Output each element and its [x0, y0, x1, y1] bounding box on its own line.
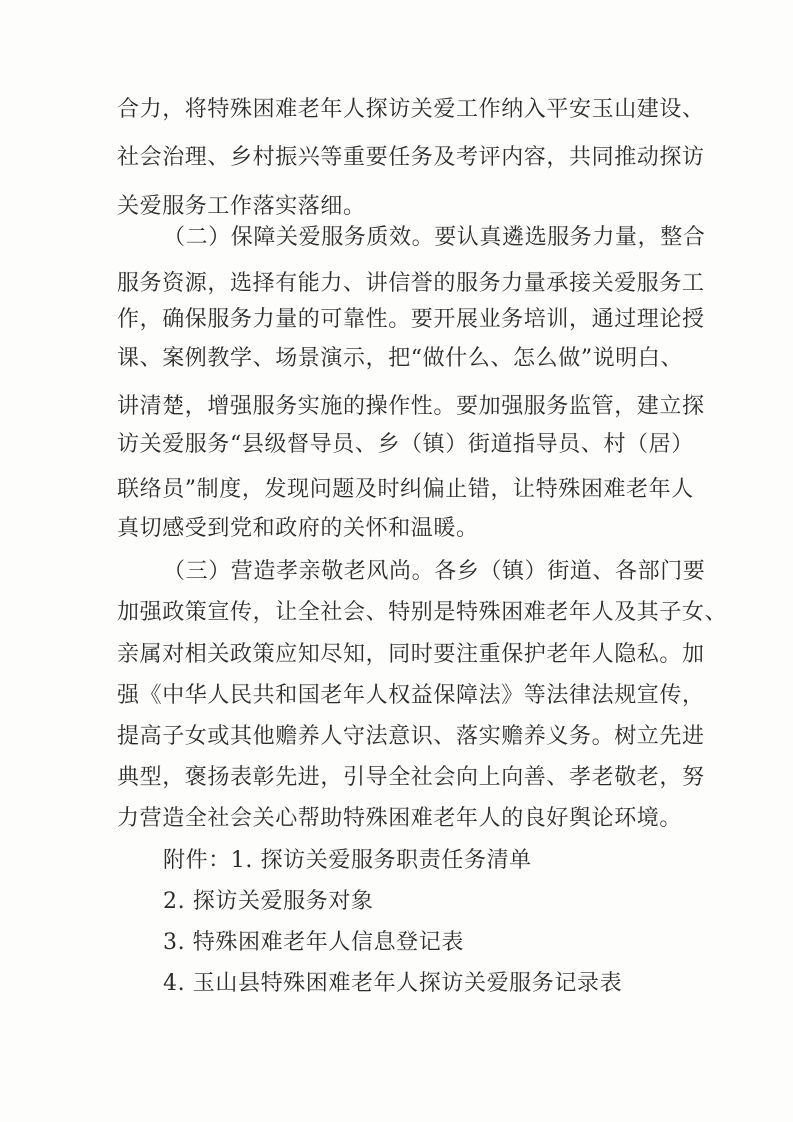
text-line: 力营造全社会关心帮助特殊困难老年人的良好舆论环境。: [117, 806, 683, 831]
text-line: 合力，将特殊困难老年人探访关爱工作纳入平安玉山建设、: [117, 97, 705, 122]
text-line: 典型，褒扬表彰先进，引导全社会向上向善、孝老敬老，努: [117, 765, 705, 790]
text-line: 服务资源，选择有能力、讲信誉的服务力量承接关爱服务工: [117, 271, 705, 296]
text-line: 访关爱服务“县级督导员、乡（镇）街道指导员、村（居）: [117, 432, 694, 457]
text-line: 关爱服务工作落实落细。: [117, 194, 366, 219]
attachment-line: 附件：1. 探访关爱服务职责任务清单: [163, 848, 532, 873]
section-heading-3-line: （三）营造孝亲敬老风尚。各乡（镇）街道、各部门要: [163, 559, 706, 584]
attachment-line: 4. 玉山县特殊困难老年人探访关爱服务记录表: [163, 971, 623, 996]
text-line: 亲属对相关政策应知尽知，同时要注重保护老年人隐私。加: [117, 642, 705, 667]
text-line: 课、案例教学、场景演示，把“做什么、怎么做”说明白、: [117, 346, 684, 371]
text-line: 强《中华人民共和国老年人权益保障法》等法律法规宣传，: [117, 683, 705, 708]
text-line: 加强政策宣传，让全社会、特别是特殊困难老年人及其子女、: [117, 600, 728, 625]
text-line: 联络员”制度，发现问题及时纠偏止错，让特殊困难老年人: [117, 477, 694, 502]
attachment-line: 3. 特殊困难老年人信息登记表: [163, 930, 464, 955]
attachment-line: 2. 探访关爱服务对象: [163, 889, 374, 914]
text-line: 社会治理、乡村振兴等重要任务及考评内容，共同推动探访: [117, 145, 705, 170]
text-line: 真切感受到党和政府的关怀和温暖。: [117, 516, 479, 541]
section-heading-2-line: （二）保障关爱服务质效。要认真遴选服务力量，整合: [163, 225, 706, 250]
text-line: 作，确保服务力量的可靠性。要开展业务培训，通过理论授: [117, 307, 705, 332]
text-line: 提高子女或其他赡养人守法意识、落实赡养义务。树立先进: [117, 724, 705, 749]
text-line: 讲清楚，增强服务实施的操作性。要加强服务监管，建立探: [117, 394, 705, 419]
